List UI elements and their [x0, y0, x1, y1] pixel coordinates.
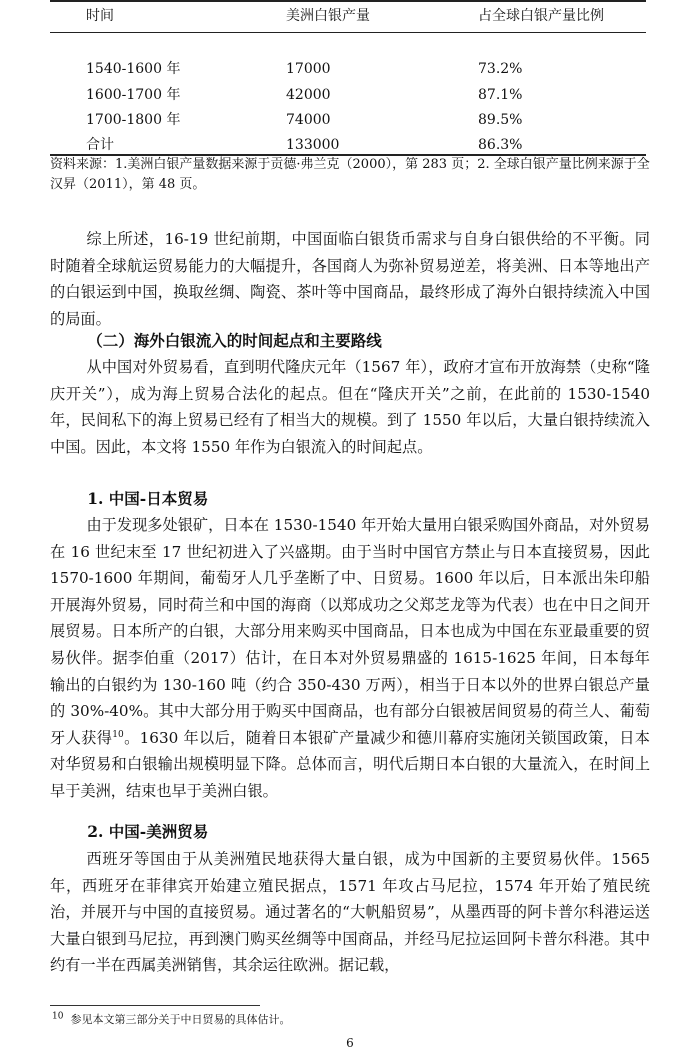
- table-source-note: 资料来源：1.美洲白银产量数据来源于贡德·弗兰克（2000），第 283 页；2. 全球白银产量比例来源于全汉昇（2011），第 48 页。: [50, 157, 650, 192]
- cell-period: 合计: [86, 137, 114, 153]
- page-number: 6: [346, 1036, 354, 1050]
- header-period: 时间: [86, 8, 114, 24]
- cell-period: 1600-1700 年: [86, 87, 181, 103]
- footnote-text: 参见本文第三部分关于中日贸易的具体估计。: [70, 1013, 291, 1026]
- table-header-rule: [50, 32, 646, 33]
- footnote: [52, 1012, 290, 1028]
- table-row-total: [50, 134, 646, 156]
- start-point-paragraph: 从中国对外贸易看，直到明代隆庆元年（1567 年），政府才宣布开放海禁（史称“隆庆开关”），成为海上贸易合法化的起点。但在“隆庆开关”之前，在此前的 1530-1540 年，民间私下的海上贸易已经有了相当大的规模。到了 1550 年以后，大量白银持续流入中国。因此，本文将 1550 年作为白银流入的时间起点。: [50, 358, 650, 456]
- footnote-ref-10[interactable]: 10: [112, 729, 124, 740]
- section-heading: （二）海外白银流入的时间起点和主要路线: [87, 331, 382, 350]
- cell-output: 42000: [286, 87, 331, 103]
- cell-share: 73.2%: [478, 61, 523, 77]
- header-global-share: 占全球白银产量比例: [478, 8, 604, 24]
- footnote-marker: 10: [52, 1011, 64, 1022]
- cell-output: 17000: [286, 61, 331, 77]
- table-row: [50, 58, 646, 80]
- table-header-row: [50, 5, 646, 27]
- table-row: [50, 84, 646, 106]
- header-americas-output: 美洲白银产量: [286, 8, 370, 24]
- cell-share: 89.5%: [478, 112, 523, 128]
- japan-text-part2: 。1630 年以后，随着日本银矿产量减少和德川幕府实施闭关锁国政策，日本对华贸易和白银输出规模明显下降。总体而言，明代后期日本白银的大量流入，在时间上早于美洲，结束也早于美洲白银。: [50, 728, 650, 800]
- japan-trade-paragraph: [50, 512, 650, 805]
- cell-period: 1700-1800 年: [86, 112, 181, 128]
- subheading-china-americas: 2. 中国-美洲贸易: [87, 822, 209, 841]
- japan-text-part1: 由于发现多处银矿，日本在 1530-1540 年开始大量用白银采购国外商品，对外贸易在 16 世纪末至 17 世纪初进入了兴盛期。由于当时中国官方禁止与日本直接贸易，因此 1570-1600 年期间，葡萄牙人几乎垄断了中、日贸易。1600 年以后，日本派出朱印船开展海外贸易，同时荷兰和中国的海商（以郑成功之父郑芝龙等为代表）也在中日之间开展贸易。日本所产的白银，大部分用来购买中国商品，日本也成为中国在东亚最重要的贸易伙伴。据李伯重（2017）估计，在日本对外贸易鼎盛的 1615-1625 年间，日本每年输出的白银约为 130-160 吨（约合 350-430 万两），相当于日本以外的世界白银总产量的 30%-40%。其中大部分用于购买中国商品，也有部分白银被居间贸易的荷兰人、葡萄牙人获得: [50, 516, 650, 747]
- americas-trade-paragraph: 西班牙等国由于从美洲殖民地获得大量白银，成为中国新的主要贸易伙伴。1565 年，西班牙在菲律宾开始建立殖民据点，1571 年攻占马尼拉，1574 年开始了殖民统治，并展开与中国的直接贸易。通过著名的“大帆船贸易”，从墨西哥的阿卡普尔科港运送大量白银到马尼拉，再到澳门购买丝绸等中国商品，并经马尼拉运回阿卡普尔科港。其中约有一半在西属美洲销售，其余运往欧洲。据记载，: [50, 850, 650, 975]
- cell-output: 133000: [286, 137, 340, 153]
- table-row: [50, 109, 646, 131]
- table-top-rule: [50, 0, 646, 2]
- subheading-china-japan: 1. 中国-日本贸易: [87, 489, 209, 508]
- footnote-rule: [50, 1005, 260, 1006]
- cell-share: 87.1%: [478, 87, 523, 103]
- cell-share: 86.3%: [478, 137, 523, 153]
- cell-output: 74000: [286, 112, 331, 128]
- summary-paragraph: 综上所述，16-19 世纪前期，中国面临白银货币需求与自身白银供给的不平衡。同时随着全球航运贸易能力的大幅提升，各国商人为弥补贸易逆差，将美洲、日本等地出产的白银运到中国，换取丝绸、陶瓷、茶叶等中国商品，最终形成了海外白银持续流入中国的局面。: [50, 230, 650, 328]
- cell-period: 1540-1600 年: [86, 61, 181, 77]
